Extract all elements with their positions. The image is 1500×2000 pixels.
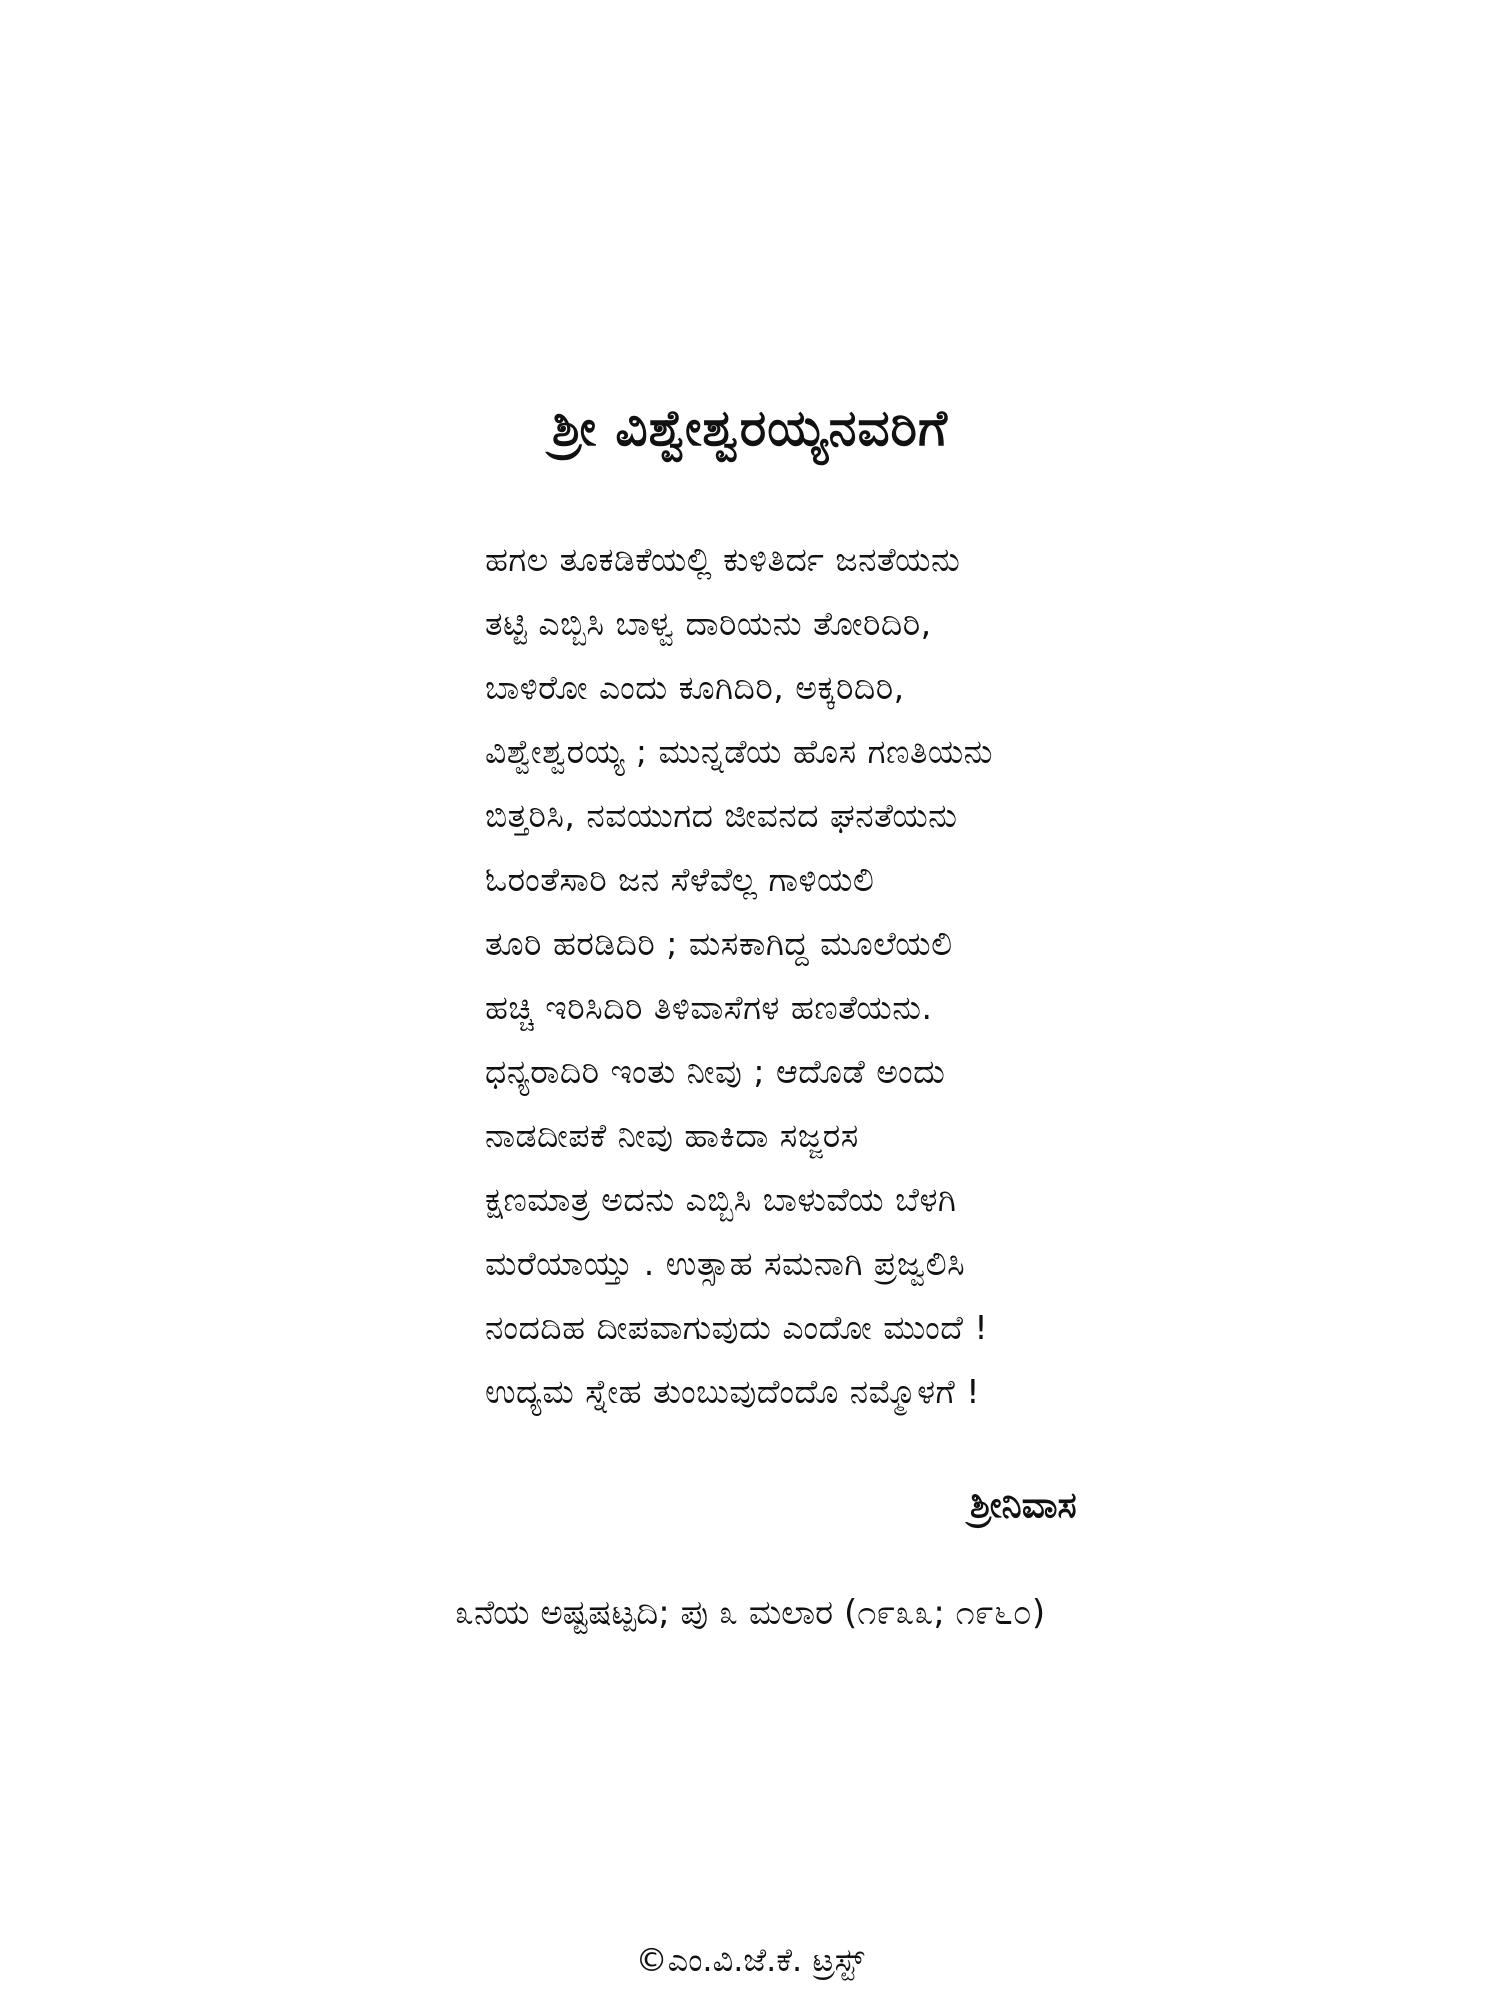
poem-line: ನಾಡದೀಪಕೆ ನೀವು ಹಾಕಿದಾ ಸಜ್ಜರಸ [485,1116,859,1155]
poem-line: ಮರೆಯಾಯ್ತು . ಉತ್ಸಾಹ ಸಮನಾಗಿ ಪ್ರಜ್ವಲಿಸಿ [485,1244,966,1283]
poem-line: ಉದ್ಯಮ ಸ್ನೇಹ ತುಂಬುವುದೆಂದೊ ನಮ್ಮೊಳಗೆ ! [485,1372,980,1411]
copyright-notice: ©ಎಂ.ವಿ.ಜೆ.ಕೆ. ಟ್ರಸ್ಟ್ [635,1941,865,1979]
poem-title: ಶ್ರೀ ವಿಶ್ವೇಶ್ವರಯ್ಯನವರಿಗೆ [551,399,948,457]
poem-line: ತಟ್ಟಿ ಎಬ್ಬಿಸಿ ಬಾಳ್ವ ದಾರಿಯನು ತೋರಿದಿರಿ, [485,604,932,643]
poem-source-note: ೩ನೆಯ ಅಷ್ಟಷಟ್ಪದಿ; ಪು ೩ ಮಲಾರ (೧೯೩೩; ೧೯೬೦) [454,1593,1046,1633]
poem-line: ಬಾಳಿರೋ ಎಂದು ಕೂಗಿದಿರಿ, ಅಕ್ಕರಿದಿರಿ, [485,668,905,707]
poem-line: ಓರಂತೆಸಾರಿ ಜನ ಸೆಳೆವೆಲ್ಲ ಗಾಳಿಯಲಿ [485,860,875,899]
poem-line: ಹಚ್ಚಿ ಇರಿಸಿದಿರಿ ತಿಳಿವಾಸೆಗಳ ಹಣತೆಯನು. [485,988,933,1027]
poem-line: ಬಿತ್ತರಿಸಿ, ನವಯುಗದ ಜೀವನದ ಘನತೆಯನು [485,796,958,835]
poem-line: ತೂರಿ ಹರಡಿದಿರಿ ; ಮಸಕಾಗಿದ್ದ ಮೂಲೆಯಲಿ [485,924,953,963]
poem-body [485,528,1205,1424]
poem-line: ಹಗಲ ತೂಕಡಿಕೆಯಲ್ಲಿ ಕುಳಿತಿರ್ದ ಜನತೆಯನು [485,540,961,579]
poem-line: ವಿಶ್ವೇಶ್ವರಯ್ಯ ; ಮುನ್ನಡೆಯ ಹೊಸ ಗಣತಿಯನು [485,732,994,771]
poem-author: ಶ್ರೀನಿವಾಸ [970,1485,1077,1526]
poem-line: ಧನ್ಯರಾದಿರಿ ಇಂತು ನೀವು ; ಆದೊಡೆ ಅಂದು [485,1052,946,1091]
poem-line: ನಂದದಿಹ ದೀಪವಾಗುವುದು ಎಂದೋ ಮುಂದೆ ! [485,1308,989,1347]
poem-line: ಕ್ಷಣಮಾತ್ರ ಅದನು ಎಬ್ಬಿಸಿ ಬಾಳುವೆಯ ಬೆಳಗಿ [485,1180,957,1219]
